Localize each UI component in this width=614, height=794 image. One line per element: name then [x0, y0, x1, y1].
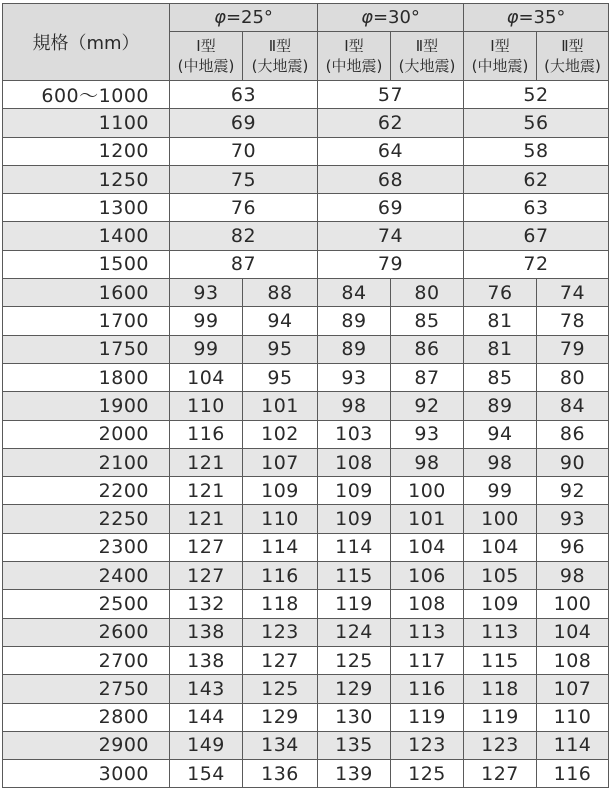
value-cell: 110: [537, 703, 609, 731]
value-cell: 119: [464, 703, 537, 731]
value-cell: 64: [318, 137, 464, 165]
value-cell: 92: [391, 392, 464, 420]
value-cell: 123: [243, 618, 318, 646]
value-cell: 87: [391, 363, 464, 391]
spec-cell: 2400: [3, 562, 170, 590]
value-cell: 149: [170, 731, 243, 759]
value-cell: 138: [170, 646, 243, 674]
value-cell: 76: [170, 194, 318, 222]
value-cell: 110: [243, 505, 318, 533]
table-row: [3, 731, 609, 759]
value-cell: 69: [318, 194, 464, 222]
value-cell: 68: [318, 165, 464, 193]
spec-header: 規格（mm）: [3, 4, 170, 81]
spec-cell: 3000: [3, 760, 170, 788]
value-cell: 124: [318, 618, 391, 646]
value-cell: 92: [537, 477, 609, 505]
spec-cell: 1250: [3, 165, 170, 193]
spec-cell: 1100: [3, 109, 170, 137]
value-cell: 98: [318, 392, 391, 420]
value-cell: 121: [170, 505, 243, 533]
header-row-angles: [3, 4, 609, 32]
spec-table: [2, 3, 609, 788]
value-cell: 113: [391, 618, 464, 646]
value-cell: 127: [243, 646, 318, 674]
phi-25-header: [170, 4, 318, 32]
value-cell: 56: [464, 109, 609, 137]
table-row: [3, 392, 609, 420]
table-row: [3, 137, 609, 165]
value-cell: 108: [318, 448, 391, 476]
value-cell: 95: [243, 335, 318, 363]
value-cell: 76: [464, 279, 537, 307]
table-row: [3, 279, 609, 307]
value-cell: 119: [391, 703, 464, 731]
spec-cell: 600～1000: [3, 81, 170, 109]
value-cell: 115: [464, 646, 537, 674]
spec-cell: 1200: [3, 137, 170, 165]
table-row: [3, 703, 609, 731]
value-cell: 104: [464, 533, 537, 561]
spec-cell: 1300: [3, 194, 170, 222]
table-row: [3, 618, 609, 646]
spec-cell: 2900: [3, 731, 170, 759]
table-row: [3, 477, 609, 505]
table-row: [3, 420, 609, 448]
value-cell: 116: [243, 562, 318, 590]
spec-cell: 1900: [3, 392, 170, 420]
value-cell: 138: [170, 618, 243, 646]
value-cell: 125: [318, 646, 391, 674]
value-cell: 114: [537, 731, 609, 759]
value-cell: 135: [318, 731, 391, 759]
type2-header: Ⅱ型 (大地震): [391, 32, 464, 81]
value-cell: 93: [537, 505, 609, 533]
value-cell: 127: [170, 533, 243, 561]
value-cell: 132: [170, 590, 243, 618]
value-cell: 100: [537, 590, 609, 618]
value-cell: 104: [537, 618, 609, 646]
table-row: [3, 222, 609, 250]
value-cell: 87: [170, 250, 318, 278]
spec-cell: 2500: [3, 590, 170, 618]
value-cell: 82: [170, 222, 318, 250]
value-cell: 93: [170, 279, 243, 307]
spec-cell: 1800: [3, 363, 170, 391]
value-cell: 116: [537, 760, 609, 788]
value-cell: 144: [170, 703, 243, 731]
value-cell: 74: [537, 279, 609, 307]
value-cell: 114: [243, 533, 318, 561]
value-cell: 52: [464, 81, 609, 109]
table-row: [3, 363, 609, 391]
value-cell: 123: [464, 731, 537, 759]
value-cell: 125: [243, 675, 318, 703]
value-cell: 90: [537, 448, 609, 476]
value-cell: 116: [391, 675, 464, 703]
type1-header: Ⅰ型 (中地震): [464, 32, 537, 81]
value-cell: 94: [243, 307, 318, 335]
value-cell: 109: [464, 590, 537, 618]
value-cell: 129: [243, 703, 318, 731]
value-cell: 125: [391, 760, 464, 788]
value-cell: 75: [170, 165, 318, 193]
value-cell: 130: [318, 703, 391, 731]
value-cell: 107: [537, 675, 609, 703]
table-row: [3, 675, 609, 703]
value-cell: 104: [391, 533, 464, 561]
value-cell: 70: [170, 137, 318, 165]
table-row: [3, 109, 609, 137]
table-row: [3, 646, 609, 674]
value-cell: 127: [170, 562, 243, 590]
angle-value: =25°: [225, 7, 273, 28]
spec-cell: 2250: [3, 505, 170, 533]
value-cell: 89: [318, 307, 391, 335]
value-cell: 115: [318, 562, 391, 590]
value-cell: 109: [243, 477, 318, 505]
value-cell: 118: [243, 590, 318, 618]
table-row: [3, 250, 609, 278]
angle-value: =35°: [518, 7, 566, 28]
value-cell: 118: [464, 675, 537, 703]
value-cell: 99: [170, 307, 243, 335]
value-cell: 109: [318, 477, 391, 505]
spec-cell: 1400: [3, 222, 170, 250]
table-body: [3, 81, 609, 788]
table-row: [3, 194, 609, 222]
type2-header: Ⅱ型 (大地震): [537, 32, 609, 81]
value-cell: 63: [464, 194, 609, 222]
value-cell: 79: [537, 335, 609, 363]
value-cell: 57: [318, 81, 464, 109]
value-cell: 81: [464, 335, 537, 363]
spec-cell: 1700: [3, 307, 170, 335]
value-cell: 99: [464, 477, 537, 505]
spec-cell: 2000: [3, 420, 170, 448]
value-cell: 86: [537, 420, 609, 448]
value-cell: 74: [318, 222, 464, 250]
value-cell: 69: [170, 109, 318, 137]
value-cell: 114: [318, 533, 391, 561]
value-cell: 78: [537, 307, 609, 335]
value-cell: 85: [464, 363, 537, 391]
value-cell: 96: [537, 533, 609, 561]
phi-30-header: [318, 4, 464, 32]
value-cell: 101: [243, 392, 318, 420]
type1-header: Ⅰ型 (中地震): [318, 32, 391, 81]
table-row: [3, 590, 609, 618]
table-row: [3, 81, 609, 109]
type2-header: Ⅱ型 (大地震): [243, 32, 318, 81]
value-cell: 81: [464, 307, 537, 335]
value-cell: 99: [170, 335, 243, 363]
value-cell: 98: [537, 562, 609, 590]
table-row: [3, 335, 609, 363]
table-row: [3, 562, 609, 590]
value-cell: 67: [464, 222, 609, 250]
value-cell: 94: [464, 420, 537, 448]
phi-symbol: φ: [506, 7, 519, 28]
value-cell: 58: [464, 137, 609, 165]
value-cell: 88: [243, 279, 318, 307]
value-cell: 63: [170, 81, 318, 109]
spec-cell: 2600: [3, 618, 170, 646]
spec-cell: 2800: [3, 703, 170, 731]
value-cell: 143: [170, 675, 243, 703]
value-cell: 104: [170, 363, 243, 391]
value-cell: 95: [243, 363, 318, 391]
spec-cell: 1600: [3, 279, 170, 307]
value-cell: 72: [464, 250, 609, 278]
value-cell: 89: [464, 392, 537, 420]
value-cell: 89: [318, 335, 391, 363]
spec-cell: 2700: [3, 646, 170, 674]
value-cell: 121: [170, 448, 243, 476]
value-cell: 84: [318, 279, 391, 307]
value-cell: 109: [318, 505, 391, 533]
value-cell: 129: [318, 675, 391, 703]
value-cell: 134: [243, 731, 318, 759]
value-cell: 80: [537, 363, 609, 391]
value-cell: 107: [243, 448, 318, 476]
value-cell: 121: [170, 477, 243, 505]
value-cell: 101: [391, 505, 464, 533]
value-cell: 103: [318, 420, 391, 448]
value-cell: 108: [537, 646, 609, 674]
angle-value: =30°: [372, 7, 420, 28]
table-row: [3, 307, 609, 335]
spec-cell: 2200: [3, 477, 170, 505]
table-row: [3, 505, 609, 533]
value-cell: 79: [318, 250, 464, 278]
type1-header: Ⅰ型 (中地震): [170, 32, 243, 81]
value-cell: 106: [391, 562, 464, 590]
value-cell: 119: [318, 590, 391, 618]
value-cell: 105: [464, 562, 537, 590]
value-cell: 123: [391, 731, 464, 759]
value-cell: 108: [391, 590, 464, 618]
value-cell: 116: [170, 420, 243, 448]
phi-symbol: φ: [214, 7, 226, 28]
value-cell: 62: [464, 165, 609, 193]
value-cell: 102: [243, 420, 318, 448]
value-cell: 100: [464, 505, 537, 533]
spec-cell: 2100: [3, 448, 170, 476]
value-cell: 62: [318, 109, 464, 137]
value-cell: 117: [391, 646, 464, 674]
spec-cell: 2300: [3, 533, 170, 561]
value-cell: 80: [391, 279, 464, 307]
table-row: [3, 448, 609, 476]
table-row: [3, 165, 609, 193]
value-cell: 110: [170, 392, 243, 420]
table-row: [3, 533, 609, 561]
value-cell: 154: [170, 760, 243, 788]
value-cell: 136: [243, 760, 318, 788]
spec-cell: 1750: [3, 335, 170, 363]
value-cell: 113: [464, 618, 537, 646]
value-cell: 98: [464, 448, 537, 476]
value-cell: 93: [318, 363, 391, 391]
value-cell: 86: [391, 335, 464, 363]
phi-symbol: φ: [361, 7, 373, 28]
value-cell: 85: [391, 307, 464, 335]
spec-cell: 2750: [3, 675, 170, 703]
value-cell: 100: [391, 477, 464, 505]
value-cell: 93: [391, 420, 464, 448]
value-cell: 84: [537, 392, 609, 420]
value-cell: 139: [318, 760, 391, 788]
spec-cell: 1500: [3, 250, 170, 278]
table-row: [3, 760, 609, 788]
value-cell: 98: [391, 448, 464, 476]
value-cell: 127: [464, 760, 537, 788]
phi-35-header: [464, 4, 609, 32]
